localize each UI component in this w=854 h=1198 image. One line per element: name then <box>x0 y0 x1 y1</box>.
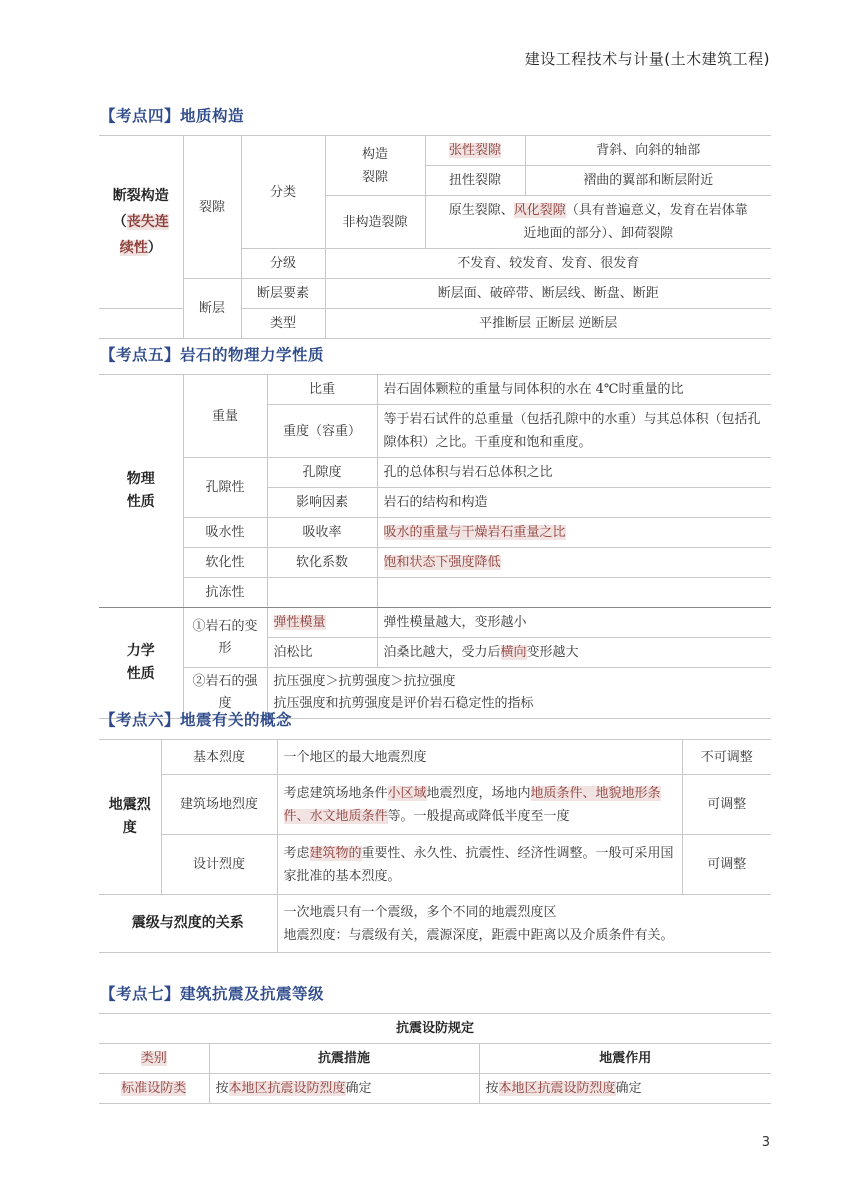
classify-label: 分类 <box>241 136 325 249</box>
porosity-group-label: 孔隙性 <box>183 458 267 518</box>
site-intensity-desc: 考虑建筑场地条件小区域地震烈度，场地内地质条件、地貌地形条件、水文地质条件等。一般提高或降低半度至一度 <box>277 775 682 835</box>
water-absorption-label: 吸水性 <box>183 518 267 548</box>
weight-label: 重量 <box>183 375 267 458</box>
softening-label: 软化性 <box>183 548 267 578</box>
row-category: 标准设防类 <box>99 1074 209 1104</box>
strength-desc: 抗压强度＞抗剪强度＞抗拉强度 抗压强度和抗剪强度是评价岩石稳定性的指标 <box>267 668 771 719</box>
section-title-seismic-design: 【考点七】建筑抗震及抗震等级 <box>100 985 325 1003</box>
crack-label: 裂隙 <box>183 136 241 279</box>
seismic-design-table <box>99 1013 771 1104</box>
geologic-structure-table <box>99 135 771 339</box>
tectonic-crack-label: 构造 裂隙 <box>325 136 425 196</box>
tension-crack-desc: 背斜、向斜的轴部 <box>525 136 771 166</box>
building-highlight: 建筑物的 <box>309 845 362 861</box>
unit-weight-desc: 等于岩石试件的总重量（包括孔隙中的水重）与其总体积（包括孔隙体积）之比。干重度和饱和重度。 <box>377 405 771 458</box>
elastic-modulus-label: 弹性模量 <box>273 615 326 630</box>
factors-desc: 岩石的结构和构造 <box>377 488 771 518</box>
fault-types-label: 类型 <box>241 309 325 339</box>
site-conditions-highlight: 地质条件、地貌地形条件、水文地质条件 <box>283 785 661 824</box>
grade-desc: 不发育、较发育、发育、很发育 <box>325 249 771 279</box>
basic-intensity-label: 基本烈度 <box>161 740 277 775</box>
fault-elements-desc: 断层面、破碎带、断层线、断盘、断距 <box>325 279 771 309</box>
porosity-desc: 孔的总体积与岩石总体积之比 <box>377 458 771 488</box>
torsion-crack-desc: 褶曲的翼部和断层附近 <box>525 166 771 196</box>
softening-desc: 饱和状态下强度降低 <box>383 555 501 570</box>
basic-intensity-desc: 一个地区的最大地震烈度 <box>277 740 682 775</box>
fracture-structure-cell <box>99 136 183 309</box>
seismic-table-title: 抗震设防规定 <box>99 1014 771 1044</box>
poisson-desc: 泊桑比越大，受力后横向变形越大 <box>377 638 771 668</box>
section-title-rock-properties: 【考点五】岩石的物理力学性质 <box>100 346 325 364</box>
fault-label: 断层 <box>183 279 241 339</box>
running-header: 建设工程技术与计量(土木建筑工程) <box>524 50 770 68</box>
continuity-label: 续性 <box>119 240 148 256</box>
physical-properties-cell: 物理 性质 <box>99 375 183 608</box>
magnitude-relation-label: 震级与烈度的关系 <box>99 895 277 953</box>
specific-gravity-desc: 岩石固体颗粒的重量与同体积的水在 4℃时重量的比 <box>377 375 771 405</box>
torsion-crack-label: 扭性裂隙 <box>425 166 525 196</box>
frost-label: 抗冻性 <box>183 578 267 608</box>
fault-types-desc: 平推断层 正断层 逆断层 <box>325 309 771 339</box>
site-intensity-label: 建筑场地烈度 <box>161 775 277 835</box>
loss-continuity-label: 丧失连 <box>126 214 169 230</box>
lateral-highlight: 横向 <box>500 645 527 660</box>
nontectonic-crack-label: 非构造裂隙 <box>325 196 425 249</box>
grade-label: 分级 <box>241 249 325 279</box>
rock-properties-table <box>99 374 771 719</box>
fault-elements-label: 断层要素 <box>241 279 325 309</box>
row-measures: 按本地区抗震设防烈度确定 <box>209 1074 479 1104</box>
magnitude-relation-desc: 一次地震只有一个震级，多个不同的地震烈度区 地震烈度：与震级有关，震源深度，距震中距离以及介质条件有关。 <box>277 895 771 953</box>
weathering-crack-highlight: 风化裂隙 <box>513 203 566 218</box>
page-number: 3 <box>761 1135 770 1150</box>
basic-intensity-adjust: 不可调整 <box>682 740 771 775</box>
poisson-label: 泊松比 <box>267 638 377 668</box>
strength-label: ②岩石的强 度 <box>183 668 267 719</box>
small-area-highlight: 小区域 <box>387 785 427 801</box>
section-title-geologic-structure: 【考点四】地质构造 <box>100 107 245 125</box>
softening-coef-label: 软化系数 <box>267 548 377 578</box>
tension-crack-label: 张性裂隙 <box>448 143 501 158</box>
section-title-earthquake: 【考点六】地震有关的概念 <box>100 711 293 729</box>
fracture-paren-close: ） <box>147 240 162 256</box>
elastic-modulus-desc: 弹性模量越大，变形越小 <box>377 608 771 638</box>
unit-weight-label: 重度（容重） <box>267 405 377 458</box>
intensity-cell: 地震烈 度 <box>99 740 161 895</box>
absorption-rate-label: 吸收率 <box>267 518 377 548</box>
col-category: 类别 <box>99 1044 209 1074</box>
row-action: 按本地区抗震设防烈度确定 <box>479 1074 771 1104</box>
col-measures: 抗震措施 <box>209 1044 479 1074</box>
fracture-paren-open: （ <box>112 214 127 230</box>
design-intensity-desc: 考虑建筑物的重要性、永久性、抗震性、经济性调整。一般可采用国家批准的基本烈度。 <box>277 835 682 895</box>
col-action: 地震作用 <box>479 1044 771 1074</box>
porosity-label: 孔隙度 <box>267 458 377 488</box>
factors-label: 影响因素 <box>267 488 377 518</box>
site-intensity-adjust: 可调整 <box>682 775 771 835</box>
specific-gravity-label: 比重 <box>267 375 377 405</box>
design-intensity-adjust: 可调整 <box>682 835 771 895</box>
earthquake-table <box>99 739 771 953</box>
deformation-label: ①岩石的变 形 <box>183 608 267 668</box>
design-intensity-label: 设计烈度 <box>161 835 277 895</box>
mechanical-properties-cell: 力学 性质 <box>99 608 183 719</box>
absorption-desc: 吸水的重量与干燥岩石重量之比 <box>383 525 566 540</box>
fracture-structure-label: 断裂构造 <box>112 188 169 204</box>
nontectonic-crack-desc: 原生裂隙、风化裂隙（具有普遍意义，发育在岩体靠 近地面的部分）、卸荷裂隙 <box>425 196 771 249</box>
